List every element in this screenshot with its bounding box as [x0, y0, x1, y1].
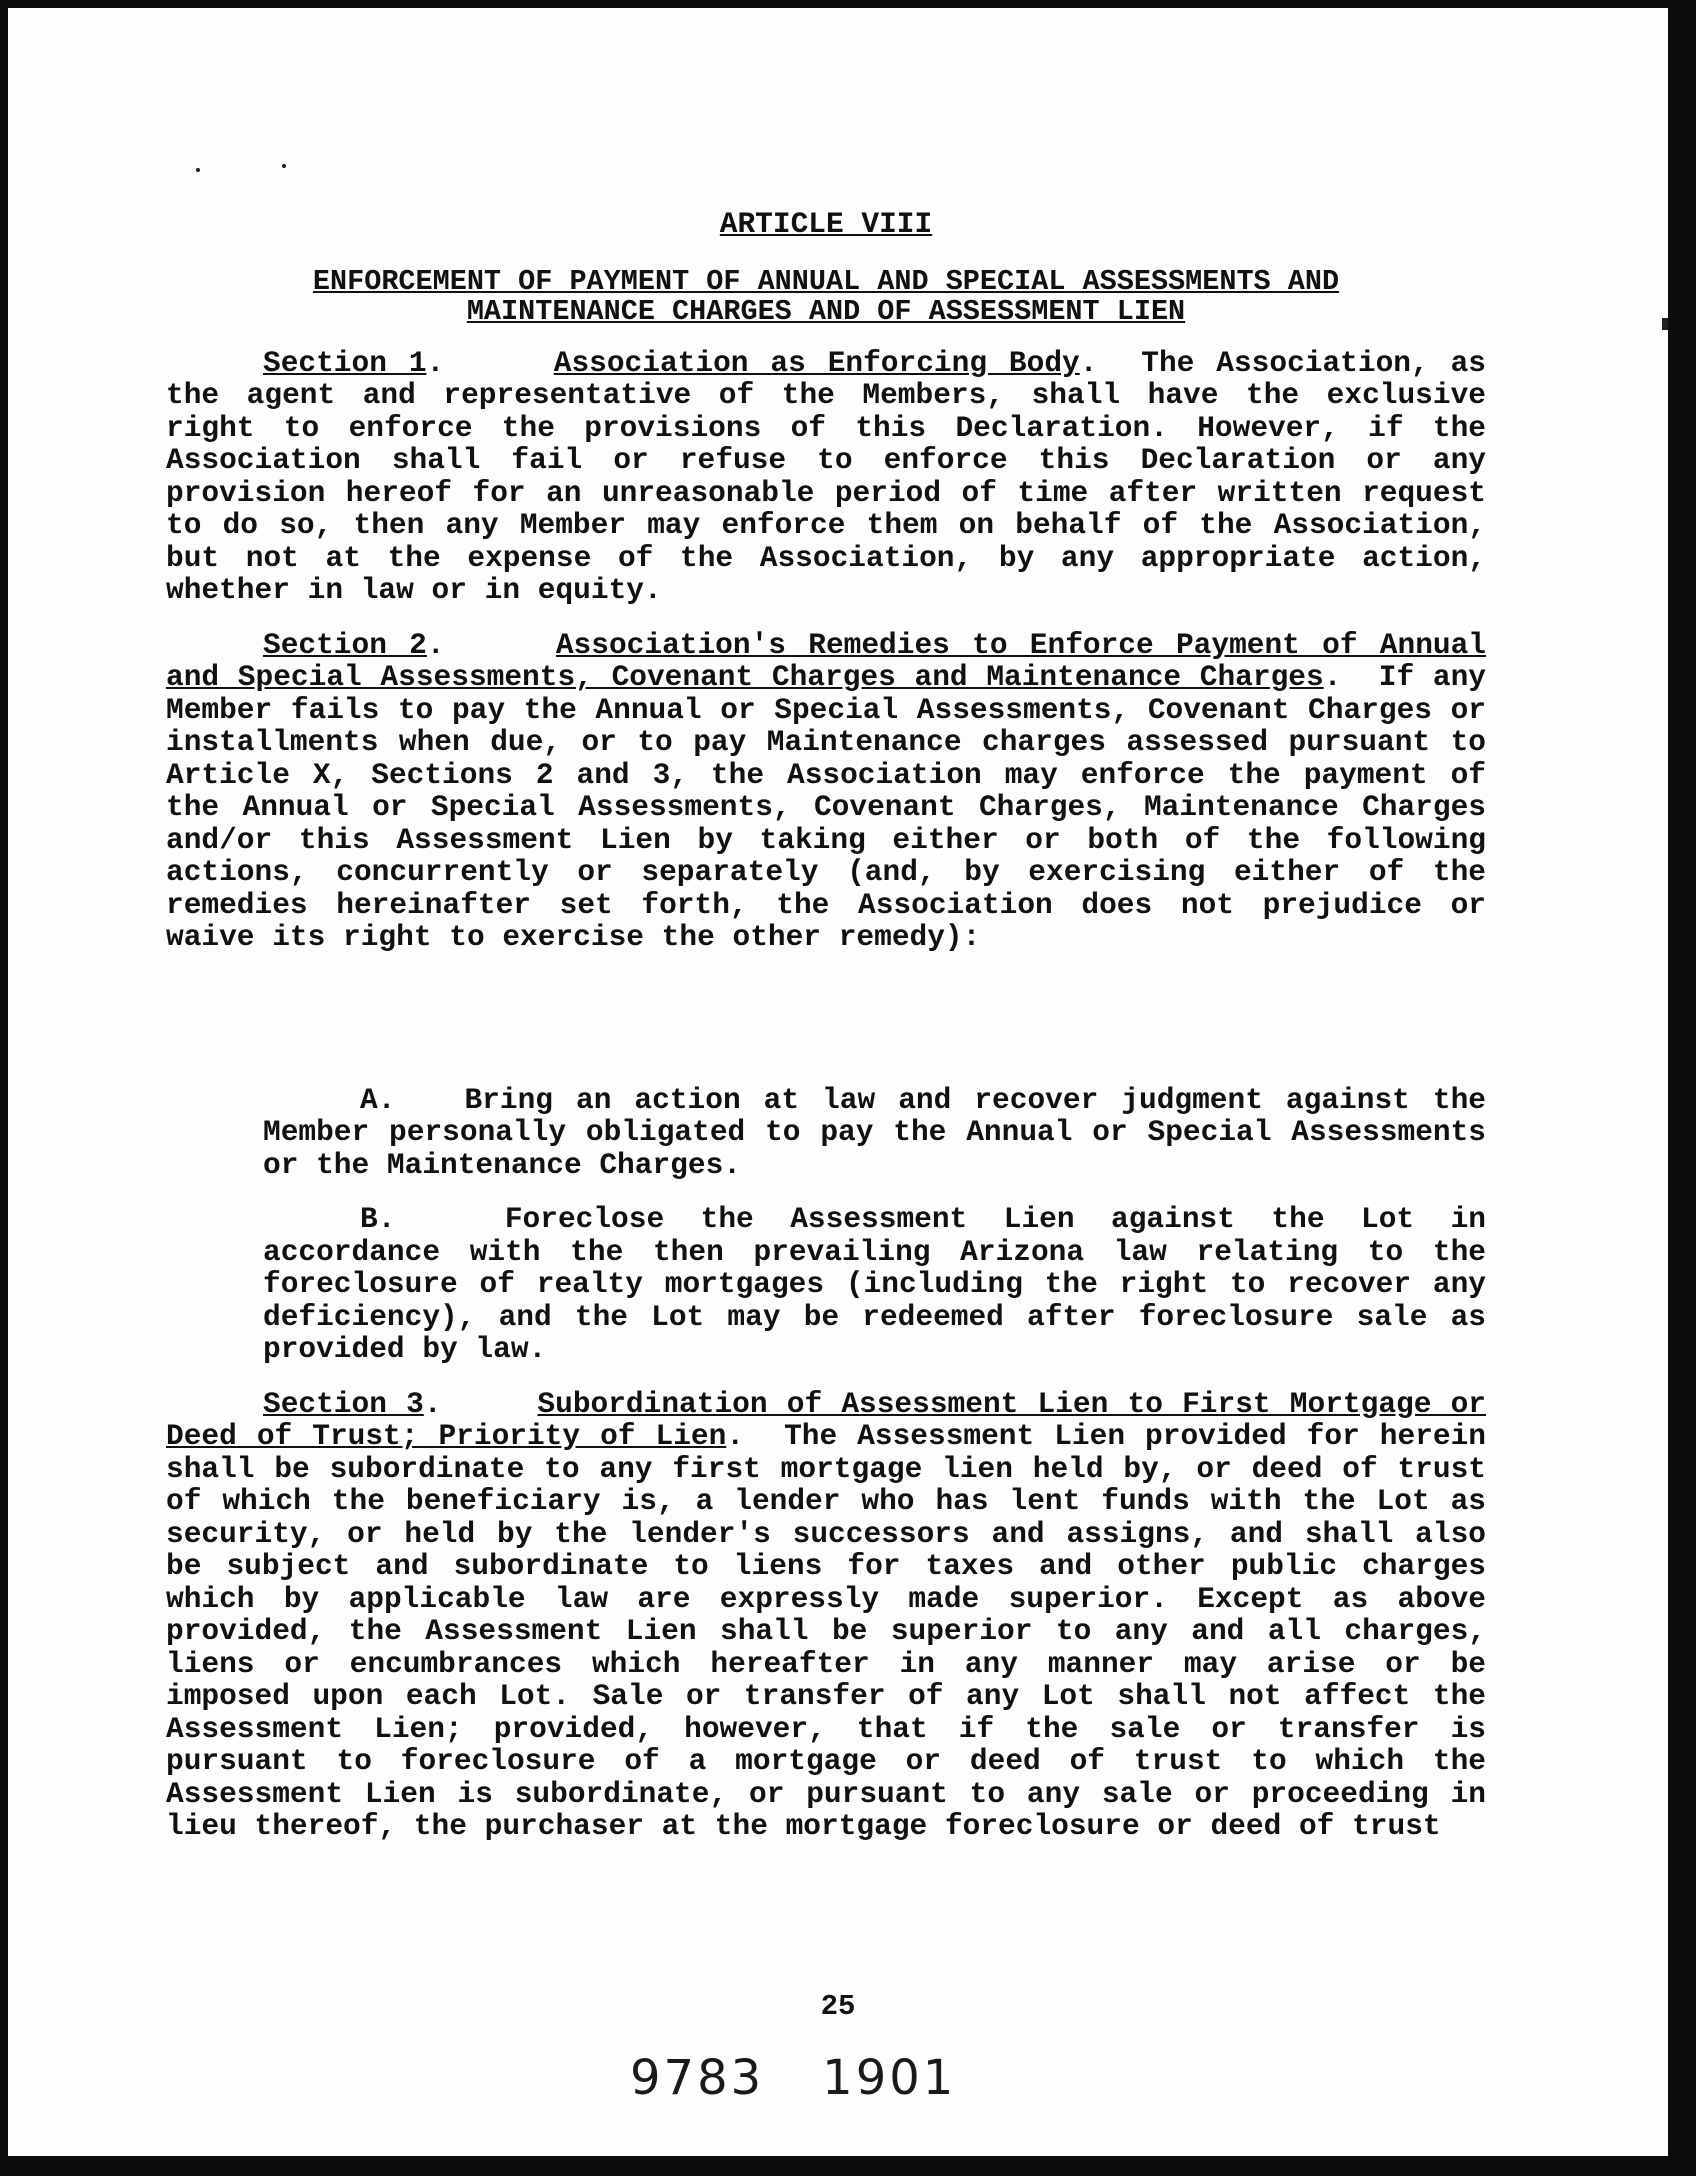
stamp-left: 9783 [630, 2050, 765, 2106]
blank-space [166, 976, 1486, 1084]
remedies-list [166, 1084, 1486, 1366]
item-b-label: B. [360, 1202, 396, 1236]
scan-mark [1662, 318, 1668, 330]
section-2-heading: Association's Remedies to Enforce Payment of Annual and Special Assessments, Covenant Charges and Maintenance Charges [166, 627, 1487, 694]
article-subtitle [166, 264, 1486, 328]
article-title: ARTICLE VIII [719, 207, 933, 241]
section-3: Section 3. Subordination of Assessment Lien to First Mortgage or Deed of Trust; Priority of Lien. The Assessment Lien provided for herein shall be subordinate to any first mortgage lien held by, or deed of trust of which the beneficiary is, a lender who has lent funds with the Lot as security, or held by the lender's successors and assigns, and shall also be subject and subordinate to liens for taxes and other public charges which by applicable law are expressly made superior. Except as above provided, the Assessment Lien shall be superior to any and all charges, liens or encumbrances which hereafter in any manner may arise or be imposed upon each Lot. Sale or transfer of any Lot shall not affect the Assessment Lien; provided, however, that if the sale or transfer is pursuant to foreclosure of a mortgage or deed of trust to which the Assessment Lien is subordinate, or pursuant to any sale or proceeding in lieu thereof, the purchaser at the mortgage foreclosure or deed of trust [166, 1386, 1487, 1843]
section-2-text: If any Member fails to pay the Annual or Special Assessments, Covenant Charges or installments when due, or to pay Maintenance charges assessed pursuant to Article X, Sections 2 and 3, the Association may enforce the payment of the Annual or Special Assessments, Covenant Charges, Maintenance Charges and/or this Assessment Lien by taking either or both of the following actions, concurrently or separately (and, by exercising either of the remedies hereinafter set forth, the Association does not prejudice or waive its right to exercise the other remedy): [166, 660, 1487, 954]
subtitle-line-2: MAINTENANCE CHARGES AND OF ASSESSMENT LIEN [466, 294, 1186, 328]
section-1-heading: Association as Enforcing Body [553, 345, 1080, 380]
document-page [8, 8, 1668, 2156]
section-3-text: The Assessment Lien provided for herein shall be subordinate to any first mortgage lien held by, or deed of trust of which the beneficiary is, a lender who has lent funds with the Lot as security, or held by the lender's successors and assigns, and shall also be subject and subordinate to liens for taxes and other public charges which by applicable law are expressly made superior. Except as above provided, the Assessment Lien shall be superior to any and all charges, liens or encumbrances which hereafter in any manner may arise or be imposed upon each Lot. Sale or transfer of any Lot shall not affect the Assessment Lien; provided, however, that if the sale or transfer is pursuant to foreclosure of a mortgage or deed of trust to which the Assessment Lien is subordinate, or pursuant to any sale or proceeding in lieu thereof, the purchaser at the mortgage foreclosure or deed of trust [166, 1419, 1487, 1843]
scan-speck [196, 168, 200, 172]
section-1-text: The Association, as the agent and representative of the Members, shall have the exclusive right to enforce the provisions of this Declaration. However, if the Association shall fail or refuse to enforce this Declaration or any provision hereof for an unreasonable period of time after written request to do so, then any Member may enforce them on behalf of the Association, but not at the expense of the Association, by any appropriate action, whether in law or in equity. [166, 345, 1487, 607]
section-1-label: Section 1 [263, 345, 427, 380]
section-2-label: Section 2 [263, 627, 427, 662]
scan-speck [282, 164, 286, 168]
list-item-b [263, 1203, 1486, 1366]
page-number: 25 [820, 1990, 856, 2023]
item-b-text: Foreclose the Assessment Lien against the Lot in accordance with the then prevailing Arizona law relating to the foreclosure of realty mortgages (including the right to recover any deficiency), and the Lot may be redeemed after foreclosure sale as provided by law. [263, 1202, 1486, 1366]
document-stamp [630, 2050, 1014, 2106]
section-2: Section 2. Association's Remedies to Enforce Payment of Annual and Special Assessments, Covenant Charges and Maintenance Charges. If any Member fails to pay the Annual or Special Assessments, Covenant Charges or installments when due, or to pay Maintenance charges assessed pursuant to Article X, Sections 2 and 3, the Association may enforce the payment of the Annual or Special Assessments, Covenant Charges, Maintenance Charges and/or this Assessment Lien by taking either or both of the following actions, concurrently or separately (and, by exercising either of the remedies hereinafter set forth, the Association does not prejudice or waive its right to exercise the other remedy): [166, 627, 1487, 954]
section-3-heading: Subordination of Assessment Lien to First Mortgage or Deed of Trust; Priority of Lien [166, 1386, 1487, 1453]
section-1: Section 1. Association as Enforcing Body. The Association, as the agent and representative of the Members, shall have the exclusive right to enforce the provisions of this Declaration. However, if the Association shall fail or refuse to enforce this Declaration or any provision hereof for an unreasonable period of time after written request to do so, then any Member may enforce them on behalf of the Association, but not at the expense of the Association, by any appropriate action, whether in law or in equity. [166, 345, 1487, 607]
list-item-a [263, 1084, 1486, 1182]
section-3-label: Section 3 [263, 1386, 424, 1421]
stamp-right: 1901 [822, 2050, 957, 2106]
item-a-text: Bring an action at law and recover judgment against the Member personally obligated to pay the Annual or Special Assessments or the Maintenance Charges. [263, 1082, 1486, 1182]
subtitle-line-1: ENFORCEMENT OF PAYMENT OF ANNUAL AND SPECIAL ASSESSMENTS AND [312, 264, 1340, 298]
document-body [166, 208, 1486, 1865]
item-a-label: A. [360, 1082, 396, 1117]
